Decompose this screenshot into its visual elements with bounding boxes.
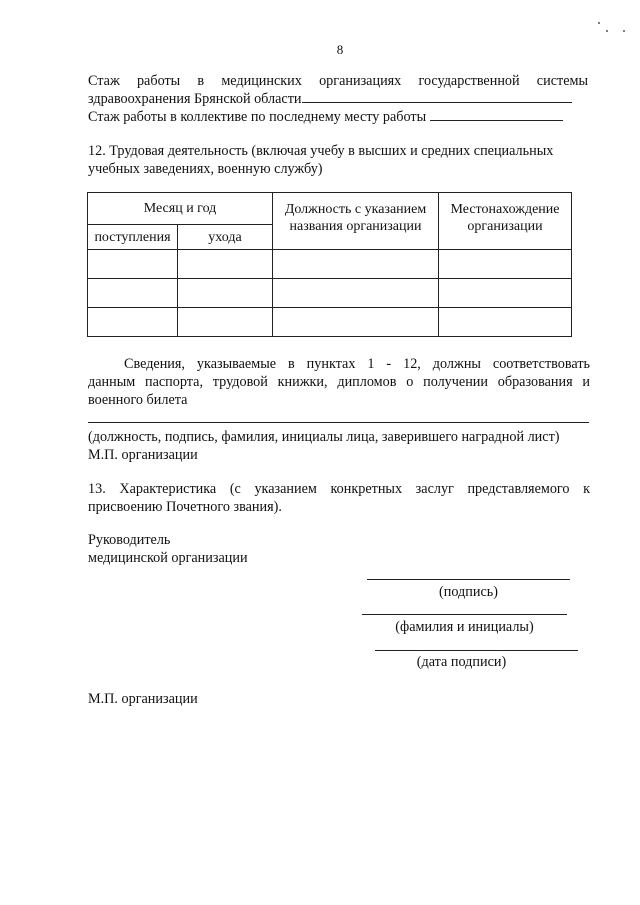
certifier-stamp-label: М.П. организации	[88, 447, 198, 463]
location-header-line-2: организации	[467, 219, 543, 234]
signature-caption: (подпись)	[439, 584, 498, 600]
position-header	[273, 193, 439, 250]
final-stamp-label: М.П. организации	[88, 691, 198, 707]
last-workplace-label: Стаж работы в коллективе по последнему месту работы	[88, 109, 427, 125]
date-line[interactable]	[375, 650, 578, 651]
admission-header: поступления	[88, 225, 178, 250]
table-cell[interactable]	[88, 250, 178, 279]
certifier-caption: (должность, подпись, фамилия, инициалы лица, заверившего наградной лист)	[88, 429, 560, 445]
table-cell[interactable]	[178, 308, 273, 337]
service-length-line-2	[88, 90, 572, 108]
certifier-signature-line[interactable]	[88, 422, 589, 423]
service-length-region-label: здравоохранения Брянской области	[88, 91, 302, 107]
head-title-line-1: Руководитель	[88, 532, 171, 548]
departure-header: ухода	[178, 225, 273, 250]
table-row	[88, 250, 572, 279]
scan-speck	[623, 30, 625, 32]
scan-speck	[598, 22, 600, 24]
table-row	[88, 279, 572, 308]
table-row	[88, 308, 572, 337]
section-12-line-2: учебных заведениях, военную службу)	[88, 161, 323, 177]
table-cell[interactable]	[439, 308, 572, 337]
table-cell[interactable]	[88, 308, 178, 337]
notice-line-3: военного билета	[88, 392, 188, 408]
page-number: 8	[336, 42, 344, 57]
work-history-table	[87, 192, 572, 337]
table-cell[interactable]	[439, 279, 572, 308]
notice-line-1: Сведения, указываемые в пунктах 1 - 12, должны соответствовать	[124, 356, 590, 372]
service-length-blank[interactable]	[302, 90, 572, 103]
table-cell[interactable]	[439, 250, 572, 279]
date-caption: (дата подписи)	[416, 654, 507, 670]
name-line[interactable]	[362, 614, 567, 615]
position-header-line-2: названия организации	[289, 219, 422, 234]
table-cell[interactable]	[178, 279, 273, 308]
month-year-header: Месяц и год	[88, 193, 273, 225]
table-cell[interactable]	[273, 308, 439, 337]
table-cell[interactable]	[178, 250, 273, 279]
name-caption: (фамилия и инициалы)	[395, 619, 534, 635]
signature-line[interactable]	[367, 579, 570, 580]
service-length-line-3	[88, 108, 563, 126]
position-header-line-1: Должность с указанием	[284, 202, 427, 217]
section-13-line-2: присвоению Почетного звания).	[88, 499, 282, 515]
last-workplace-blank[interactable]	[430, 108, 563, 121]
head-title-line-2: медицинской организации	[88, 550, 248, 566]
table-cell[interactable]	[273, 250, 439, 279]
service-length-line-1: Стаж работы в медицинских организациях государственной системы	[88, 73, 588, 89]
section-12-line-1: 12. Трудовая деятельность (включая учебу в высших и средних специальных	[88, 143, 554, 159]
location-header	[439, 193, 572, 250]
scan-speck	[606, 30, 608, 32]
section-13-line-1: 13. Характеристика (с указанием конкретных заслуг представляемого к	[88, 481, 590, 497]
table-cell[interactable]	[88, 279, 178, 308]
table-cell[interactable]	[273, 279, 439, 308]
notice-line-2: данным паспорта, трудовой книжки, дипломов о получении образования и	[88, 374, 590, 390]
table-header-row	[88, 193, 572, 225]
location-header-line-1: Местонахождение	[450, 202, 560, 217]
